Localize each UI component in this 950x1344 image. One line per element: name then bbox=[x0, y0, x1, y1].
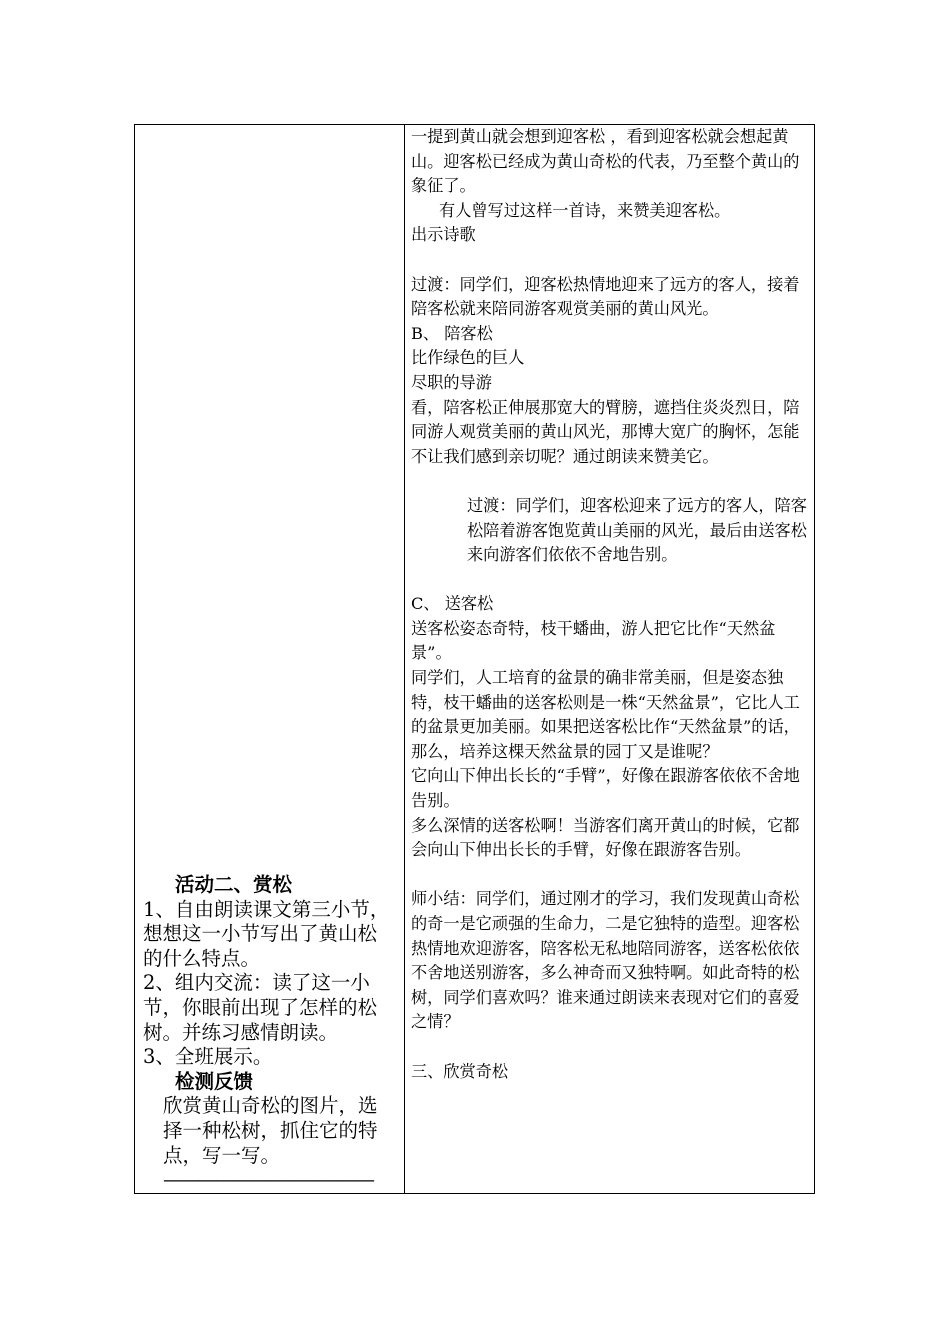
paragraph-bonsai: 同学们，人工培育的盆景的确非常美丽，但是姿态独特，枝干蟠曲的送客松则是一株“天然盆景”，它比人工的盆景更加美丽。如果把送客松比作“天然盆景”的话，那么，培养这棵天然盆景的园丁又是谁呢？ bbox=[411, 668, 800, 761]
left-item-1: 1、自由朗读课文第三小节，想想这一小节写出了黄山松的什么特点。 bbox=[143, 897, 390, 970]
paragraph-affection: 多么深情的送客松啊！当游客们离开黄山的时候，它都会向山下伸出长长的手臂，好像在跟游客告别。 bbox=[411, 815, 800, 860]
section-three-heading: 三、欣赏奇松 bbox=[411, 1061, 509, 1081]
paragraph-show-poem: 出示诗歌 bbox=[411, 225, 476, 245]
blank-line bbox=[411, 248, 811, 273]
lesson-plan-table bbox=[134, 124, 815, 1194]
paragraph-arm: 它向山下伸出长长的“手臂”，好像在跟游客依依不舍地告别。 bbox=[411, 766, 800, 811]
left-column-cell bbox=[135, 125, 403, 1193]
feedback-heading: 检测反馈 bbox=[175, 1069, 254, 1093]
blank-line bbox=[411, 1035, 811, 1060]
paragraph-farewell-pine: 送客松姿态奇特，枝干蟠曲，游人把它比作“天然盆景”。 bbox=[411, 618, 776, 663]
left-item-2: 2、组内交流：读了这一小节，你眼前出现了怎样的松树。并练习感情朗读。 bbox=[143, 971, 378, 1044]
right-column-content bbox=[411, 125, 811, 1084]
paragraph-summary: 师小结：同学们，通过刚才的学习，我们发现黄山奇松的奇一是它顽强的生命力，二是它独特的造型。迎客松热情地欢迎游客，陪客松无私地陪同游客，送客松依依不舍地送别游客，多么神奇而又独特啊。如此奇特的松树，同学们喜欢吗？谁来通过朗读来表现对它们的喜爱之情？ bbox=[411, 889, 800, 1032]
blank-line bbox=[411, 863, 811, 888]
left-item-3: 3、全班展示。 bbox=[143, 1045, 273, 1069]
right-column-cell bbox=[405, 125, 815, 1193]
blank-line bbox=[411, 469, 811, 494]
paragraph-accompany: 看，陪客松正伸展那宽大的臂膀，遮挡住炎炎烈日，陪同游人观赏美丽的黄山风光，那博大宽广的胸怀，怎能不让我们感到亲切呢？通过朗读来赞美它。 bbox=[411, 397, 800, 466]
section-c-heading: C、 送客松 bbox=[411, 594, 494, 614]
paragraph-poem-intro: 有人曾写过这样一首诗，来赞美迎客松。 bbox=[439, 200, 731, 220]
paragraph-transition-2: 过渡：同学们，迎客松迎来了远方的客人，陪客松陪着游客饱览黄山美丽的风光，最后由送客松来向游客们依依不舍地告别。 bbox=[467, 495, 807, 565]
paragraph-transition-1: 过渡：同学们，迎客松热情地迎来了远方的客人，接着陪客松就来陪同游客观赏美丽的黄山风光。 bbox=[411, 274, 800, 319]
activity-heading: 活动二、赏松 bbox=[175, 873, 293, 896]
answer-line: ———————————— bbox=[163, 1168, 373, 1192]
feedback-text: 欣赏黄山奇松的图片，选择一种松树，抓住它的特点，写一写。 bbox=[163, 1094, 378, 1167]
blank-line bbox=[411, 568, 811, 593]
paragraph-intro: 一提到黄山就会想到迎客松 ，看到迎客松就会想起黄山。迎客松已经成为黄山奇松的代表，乃至整个黄山的象征了。 bbox=[411, 127, 800, 196]
paragraph-green-giant: 比作绿色的巨人 bbox=[411, 348, 525, 368]
section-b-heading: B、 陪客松 bbox=[411, 323, 493, 343]
left-column-content bbox=[143, 873, 395, 1193]
paragraph-guide: 尽职的导游 bbox=[411, 372, 492, 392]
